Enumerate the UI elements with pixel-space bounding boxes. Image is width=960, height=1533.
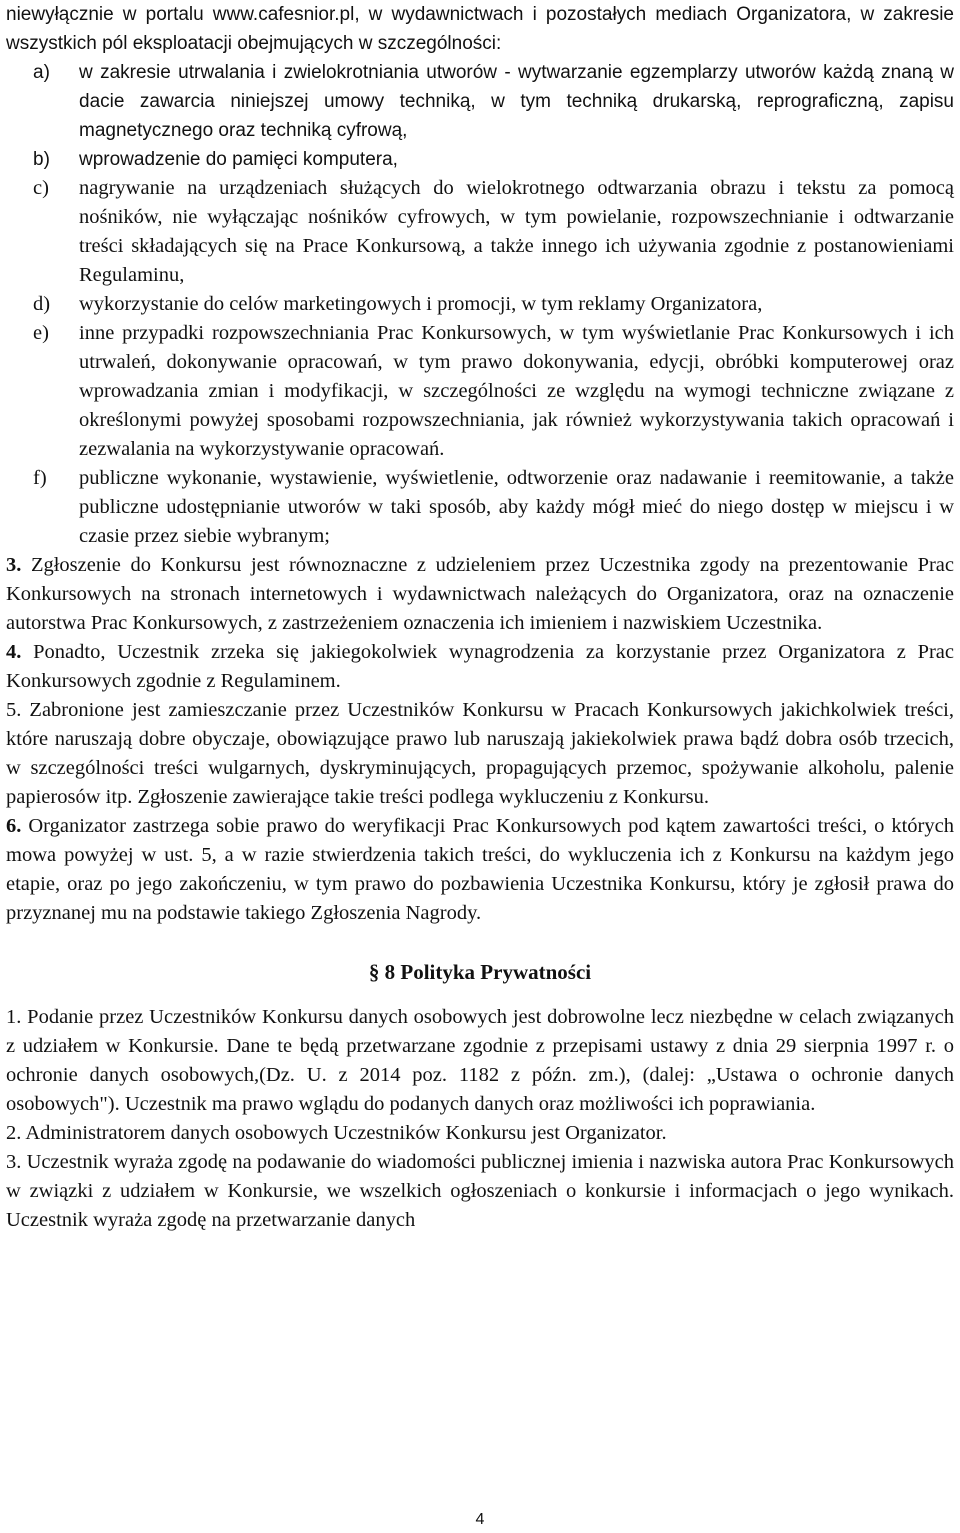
list-item-a bbox=[6, 58, 954, 145]
list-text: w zakresie utrwalania i zwielokrotniania utworów - wytwarzanie egzemplarzy utworów każdą znaną w dacie zawarcia niniejszej umowy techniką, w tym techniką drukarską, reprograficzną, zapisu magnetycznego oraz techniką cyfrową, bbox=[79, 62, 954, 141]
point-number: 5. bbox=[6, 699, 22, 721]
point-5 bbox=[6, 696, 954, 812]
point-number: 3. bbox=[6, 554, 22, 576]
list-text: nagrywanie na urządzeniach służących do wielokrotnego odtwarzania obrazu i tekstu za pomocą nośników, nie wyłączając nośników cyfrowych, w tym powielanie, rozpowszechnianie i odtwarzanie treści składających się na Prace Konkursową, a także innego ich używania zgodnie z postanowieniami Regulaminu, bbox=[79, 177, 954, 286]
list-label: d) bbox=[33, 293, 51, 315]
point-4 bbox=[6, 638, 954, 696]
list-item-f bbox=[6, 464, 954, 551]
document-page bbox=[6, 0, 954, 1235]
list-label: c) bbox=[33, 177, 49, 199]
list-item-c bbox=[6, 174, 954, 290]
page-number: 4 bbox=[475, 1511, 485, 1528]
point-number: 4. bbox=[6, 641, 22, 663]
list-item-b bbox=[6, 145, 954, 174]
list-text: wykorzystanie do celów marketingowych i promocji, w tym reklamy Organizatora, bbox=[79, 293, 763, 315]
point-3 bbox=[6, 551, 954, 638]
list-label: a) bbox=[33, 62, 50, 83]
privacy-point-2: 2. Administratorem danych osobowych Uczestników Konkursu jest Organizator. bbox=[6, 1122, 667, 1144]
point-text: Zgłoszenie do Konkursu jest równoznaczne z udzieleniem przez Uczestnika zgody na prezentowanie Prac Konkursowych na stronach internetowych i wydawnictwach należących do Organizatora, oraz na oznaczenie autorstwa Prac Konkursowych, z zastrzeżeniem oznaczenia ich imieniem i nazwiskiem Uczestnika. bbox=[6, 554, 954, 634]
list-item-e bbox=[6, 319, 954, 464]
point-text: Zabronione jest zamieszczanie przez Uczestników Konkursu w Pracach Konkursowych jakichkolwiek treści, które naruszają dobre obyczaje, obowiązujące prawo lub naruszają jakiekolwiek prawa bądź dobra osób trzecich, w szczególności treści wulgarnych, dyskryminujących, propagujących przemoc, spożywanie alkoholu, palenie papierosów itp. Zgłoszenie zawierające takie treści podlega wykluczeniu z Konkursu. bbox=[6, 699, 954, 808]
list-text: inne przypadki rozpowszechniania Prac Konkursowych, w tym wyświetlanie Prac Konkursowych i ich utrwaleń, dokonywanie opracowań, w tym prawo dokonywania, edycji, obróbki komputerowej oraz wprowadzania zmian i modyfikacji, w szczególności ze względu na wymogi techniczne związane z określonymi powyżej sposobami rozpowszechniania, jak również wykorzystywania takich opracowań i zezwalania na wykorzystywanie opracowań. bbox=[79, 322, 954, 460]
list-text: wprowadzenie do pamięci komputera, bbox=[79, 149, 398, 170]
section-heading: § 8 Polityka Prywatności bbox=[368, 960, 592, 984]
privacy-point-3: 3. Uczestnik wyraża zgodę na podawanie do wiadomości publicznej imienia i nazwiska autora Prac Konkursowych w związki z udziałem w Konkursie, we wszelkich ogłoszeniach o konkursie i informacjach o jego wynikach. Uczestnik wyraża zgodę na przetwarzanie danych bbox=[6, 1151, 954, 1231]
list-label: b) bbox=[33, 149, 50, 170]
intro-paragraph: niewyłącznie w portalu www.cafesnior.pl, w wydawnictwach i pozostałych mediach Organizatora, w zakresie wszystkich pól eksploatacji obejmujących w szczególności: bbox=[6, 4, 954, 54]
privacy-point-1: 1. Podanie przez Uczestników Konkursu danych osobowych jest dobrowolne lecz niezbędne w celach związanych z udziałem w Konkursie. Dane te będą przetwarzane zgodnie z przepisami ustawy z dnia 29 sierpnia 1997 r. o ochronie danych osobowych,(Dz. U. z 2014 poz. 1182 z późn. zm.), (dalej: „Ustawa o ochronie danych osobowych"). Uczestnik ma prawo wglądu do podanych danych oraz możliwości ich poprawiania. bbox=[6, 1006, 954, 1115]
point-text: Ponadto, Uczestnik zrzeka się jakiegokolwiek wynagrodzenia za korzystanie przez Organizatora z Prac Konkursowych zgodnie z Regulaminem. bbox=[6, 641, 954, 692]
list-text: publiczne wykonanie, wystawienie, wyświetlenie, odtworzenie oraz nadawanie i reemitowanie, a także publiczne udostępnianie utworów w taki sposób, aby każdy mógł mieć do niego dostęp w miejscu i w czasie przez siebie wybranym; bbox=[79, 467, 954, 547]
point-number: 6. bbox=[6, 815, 22, 837]
point-6 bbox=[6, 812, 954, 928]
list-label: f) bbox=[33, 467, 47, 489]
list-item-d bbox=[6, 290, 954, 319]
list-label: e) bbox=[33, 322, 49, 344]
point-text: Organizator zastrzega sobie prawo do weryfikacji Prac Konkursowych pod kątem zawartości treści, o których mowa powyżej w ust. 5, a w razie stwierdzenia takich treści, do wykluczenia ich z Konkursu na każdym jego etapie, oraz po jego zakończeniu, w tym prawo do pozbawienia Uczestnika Konkursu, który je zgłosił prawa do przyznanej mu na podstawie takiego Zgłoszenia Nagrody. bbox=[6, 815, 954, 924]
